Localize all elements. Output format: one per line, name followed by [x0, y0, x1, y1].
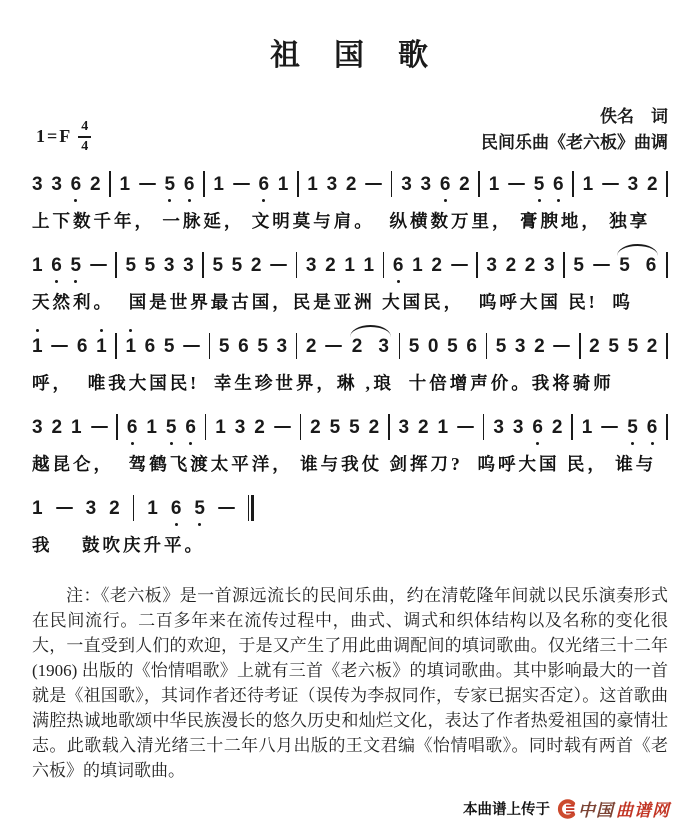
note: 3 [51, 173, 62, 195]
note: 1 [32, 497, 43, 519]
lyrics-row: 呼， 唯我大国民! 幸生珍世界，琳 ‚琅 十倍增声价。我将骑师 [32, 373, 614, 393]
barline [205, 414, 207, 440]
key-equals: = [47, 126, 58, 147]
note: 2 [524, 254, 536, 276]
note: 2 [646, 335, 658, 357]
note: 1 [146, 416, 157, 438]
held-beat-dash [90, 264, 107, 266]
note: 3 [512, 416, 524, 438]
held-beat-dash [56, 507, 73, 509]
barline [483, 414, 485, 440]
notation-row [32, 250, 668, 280]
barline [383, 252, 385, 278]
score-system [32, 493, 668, 557]
barline [115, 333, 117, 359]
lyrics-row: 天然利。 国是世界最古国，民是亚洲 大国民， 呜呼大国 民! 呜 [32, 292, 633, 312]
held-beat-dash [325, 345, 342, 347]
note: 3 [276, 335, 288, 357]
footnote: 注：《老六板》是一首源远流长的民间乐曲，约在清乾隆年间就以民乐演奏形式在民间流行。二百多年来在流传过程中，曲式、调式和织体结构以及名称的变化很大，一直受到人们的欢迎，于是又产生了用此曲调配间的填词歌曲。仅光绪三十二年(1906) 出版的《怡情唱歌》上就有三首《老六板》的填词歌曲。其中影响最大的一首就是《祖国歌》，其词作者还待考证（误传为李叔同作，专家已据实否定）。这首歌曲满腔热诚地歌颂中华民族漫长的悠久历史和灿烂文化，表达了作者热爱祖国的豪情壮志。此歌载入清光绪三十二年八月出版的王文君编《怡情唱歌》。同时载有两首《老六板》的填词歌曲。 [32, 586, 668, 780]
lyricist-credit: 佚名 词 [600, 107, 668, 126]
note: 1 [96, 337, 107, 356]
score-system [32, 412, 668, 476]
note: 6 [184, 175, 195, 194]
note: 2 [589, 335, 600, 357]
high-octave-dot [36, 329, 39, 332]
note: 1 [147, 497, 158, 519]
note: 1 [213, 173, 224, 195]
note: 2 [250, 254, 262, 276]
note: 6 [185, 418, 196, 437]
note: 5 [257, 335, 268, 357]
barline [476, 252, 478, 278]
time-signature-numerator: 4 [78, 119, 91, 138]
note: 5 [534, 175, 545, 194]
score-system [32, 250, 668, 314]
note: 3 [627, 173, 639, 195]
score-system [32, 331, 668, 395]
low-octave-dot [168, 199, 171, 202]
held-beat-dash [274, 426, 291, 428]
note: 1 [363, 254, 375, 276]
low-octave-dot [557, 199, 560, 202]
note: 6 [238, 335, 249, 357]
barline [209, 333, 211, 359]
note: 3 [486, 254, 497, 276]
note: 2 [89, 173, 101, 195]
low-octave-dot [538, 199, 541, 202]
low-octave-dot [444, 199, 447, 202]
site-name-rest: 曲谱网 [616, 801, 670, 820]
low-octave-dot [262, 199, 265, 202]
note: 3 [544, 254, 555, 276]
note: 6 [440, 175, 451, 194]
held-beat-dash [602, 183, 619, 185]
note: 6 [647, 418, 658, 437]
note: 5 [608, 335, 619, 357]
note: 5 [447, 335, 458, 357]
held-beat-dash [508, 183, 525, 185]
score-system [32, 169, 668, 233]
lyrics-row: 我 鼓吹庆升平。 [32, 535, 205, 555]
note: 1 [344, 254, 355, 276]
low-octave-dot [651, 442, 654, 445]
note: 2 [109, 497, 120, 519]
note: 5 [194, 499, 205, 518]
note: 1 [437, 416, 449, 438]
low-octave-dot [170, 442, 173, 445]
note: 5 [163, 335, 175, 357]
note: 1 [125, 337, 136, 356]
high-octave-dot [100, 329, 103, 332]
note: 5 [627, 418, 638, 437]
final-barline [248, 495, 254, 521]
barline [571, 414, 573, 440]
barline [563, 252, 565, 278]
note: 3 [305, 254, 317, 276]
site-logo [556, 796, 670, 821]
barline [666, 333, 668, 359]
note: 2 [351, 335, 363, 357]
barline [203, 171, 205, 197]
notation-row [32, 493, 668, 523]
note: 2 [646, 173, 658, 195]
credits [481, 104, 668, 155]
song-title: 祖 国 歌 [270, 39, 430, 72]
note: 1 [119, 173, 131, 195]
held-beat-dash [91, 426, 108, 428]
held-beat-dash [183, 345, 200, 347]
note: 6 [553, 175, 564, 194]
note: 2 [310, 416, 321, 438]
note: 2 [254, 416, 265, 438]
barline [116, 414, 118, 440]
note: 3 [401, 173, 412, 195]
note: 5 [70, 256, 81, 275]
barline [202, 252, 204, 278]
note: 6 [645, 254, 657, 276]
note: 3 [32, 173, 43, 195]
site-name-cn: 中国 [578, 801, 614, 820]
site-logo-icon [556, 799, 576, 819]
note: 3 [420, 173, 432, 195]
note: 5 [329, 416, 341, 438]
note: 5 [231, 254, 243, 276]
note: 2 [505, 254, 517, 276]
held-beat-dash [233, 183, 250, 185]
score [32, 169, 668, 557]
held-beat-dash [553, 345, 570, 347]
barline [666, 171, 668, 197]
note: 6 [76, 335, 88, 357]
note: 2 [325, 254, 336, 276]
held-beat-dash [139, 183, 156, 185]
held-beat-dash [51, 345, 68, 347]
note: 1 [581, 416, 593, 438]
melody-credit: 民间乐曲《老六板》曲调 [481, 132, 668, 152]
notation-row [32, 331, 668, 361]
slur-group [351, 337, 390, 356]
note: 6 [127, 418, 138, 437]
note: 6 [51, 256, 62, 275]
note: 5 [144, 254, 156, 276]
note: 2 [418, 416, 429, 438]
barline [133, 495, 135, 521]
barline [486, 333, 488, 359]
score-meta [32, 104, 668, 155]
note: 2 [305, 335, 317, 357]
note: 1 [215, 416, 226, 438]
barline [296, 333, 298, 359]
low-octave-dot [198, 523, 201, 526]
barline [399, 333, 401, 359]
notation-row [32, 169, 668, 199]
note: 5 [573, 254, 584, 276]
note: 3 [326, 173, 338, 195]
note: 1 [71, 416, 82, 438]
note: 6 [144, 335, 156, 357]
note: 2 [551, 416, 563, 438]
note: 5 [212, 254, 224, 276]
barline [388, 414, 390, 440]
key-signature [32, 119, 91, 155]
note: 2 [345, 173, 357, 195]
lyrics-row: 越昆仑， 驾鹤飞渡太平洋， 谁与我仗 剑挥刀? 呜呼大国 民， 谁与 [32, 454, 657, 474]
held-beat-dash [270, 264, 287, 266]
note: 5 [125, 254, 137, 276]
barline [572, 171, 574, 197]
low-octave-dot [189, 442, 192, 445]
notation-row [32, 412, 668, 442]
note: 6 [393, 256, 404, 275]
lyrics-row: 上下数千年， 一脉延， 文明莫与肩。 纵横数万里， 膏腴地， 独享 [32, 211, 651, 231]
note: 1 [32, 254, 43, 276]
note: 5 [218, 335, 230, 357]
barline [579, 333, 581, 359]
note: 6 [532, 418, 543, 437]
note: 2 [459, 173, 470, 195]
note: 5 [495, 335, 507, 357]
note: 1 [582, 173, 594, 195]
barline [666, 252, 668, 278]
low-octave-dot [188, 199, 191, 202]
low-octave-dot [175, 523, 178, 526]
note: 3 [514, 335, 526, 357]
note: 1 [412, 254, 423, 276]
note: 3 [398, 416, 410, 438]
footer [463, 796, 670, 821]
note: 5 [166, 418, 177, 437]
low-octave-dot [397, 280, 400, 283]
note: 1 [32, 337, 43, 356]
note: 6 [171, 499, 182, 518]
note: 3 [183, 254, 194, 276]
low-octave-dot [74, 280, 77, 283]
held-beat-dash [218, 507, 235, 509]
note: 6 [71, 175, 82, 194]
note: 2 [431, 254, 442, 276]
held-beat-dash [457, 426, 474, 428]
note: 2 [51, 416, 63, 438]
low-octave-dot [536, 442, 539, 445]
note: 3 [85, 497, 97, 519]
low-octave-dot [131, 442, 134, 445]
note: 5 [408, 335, 420, 357]
time-signature-denominator: 4 [81, 138, 89, 154]
note: 2 [368, 416, 380, 438]
held-beat-dash [601, 426, 618, 428]
key-note: F [59, 126, 71, 147]
barline [391, 171, 393, 197]
held-beat-dash [451, 264, 468, 266]
held-beat-dash [365, 183, 382, 185]
note: 6 [258, 175, 269, 194]
barline [666, 414, 668, 440]
note: 3 [32, 416, 43, 438]
note: 5 [349, 416, 360, 438]
barline [296, 252, 298, 278]
note: 1 [488, 173, 500, 195]
high-octave-dot [129, 329, 132, 332]
note: 5 [619, 254, 630, 276]
note: 6 [466, 335, 477, 357]
note: 5 [627, 335, 639, 357]
key-tonic: 1 [36, 126, 45, 147]
note: 1 [307, 173, 318, 195]
barline [115, 252, 117, 278]
note: 3 [378, 335, 389, 357]
note: 2 [534, 335, 545, 357]
time-signature [78, 119, 91, 155]
note: 1 [277, 173, 289, 195]
note: 3 [163, 254, 175, 276]
note: 5 [165, 175, 176, 194]
note: 3 [493, 416, 504, 438]
slur-group [618, 256, 657, 275]
rest-note: 0 [427, 335, 439, 357]
note: 3 [234, 416, 246, 438]
barline [109, 171, 111, 197]
low-octave-dot [74, 199, 77, 202]
barline [297, 171, 299, 197]
barline [478, 171, 480, 197]
held-beat-dash [593, 264, 610, 266]
upload-label: 本曲谱上传于 [463, 802, 550, 818]
low-octave-dot [55, 280, 58, 283]
low-octave-dot [631, 442, 634, 445]
barline [300, 414, 302, 440]
